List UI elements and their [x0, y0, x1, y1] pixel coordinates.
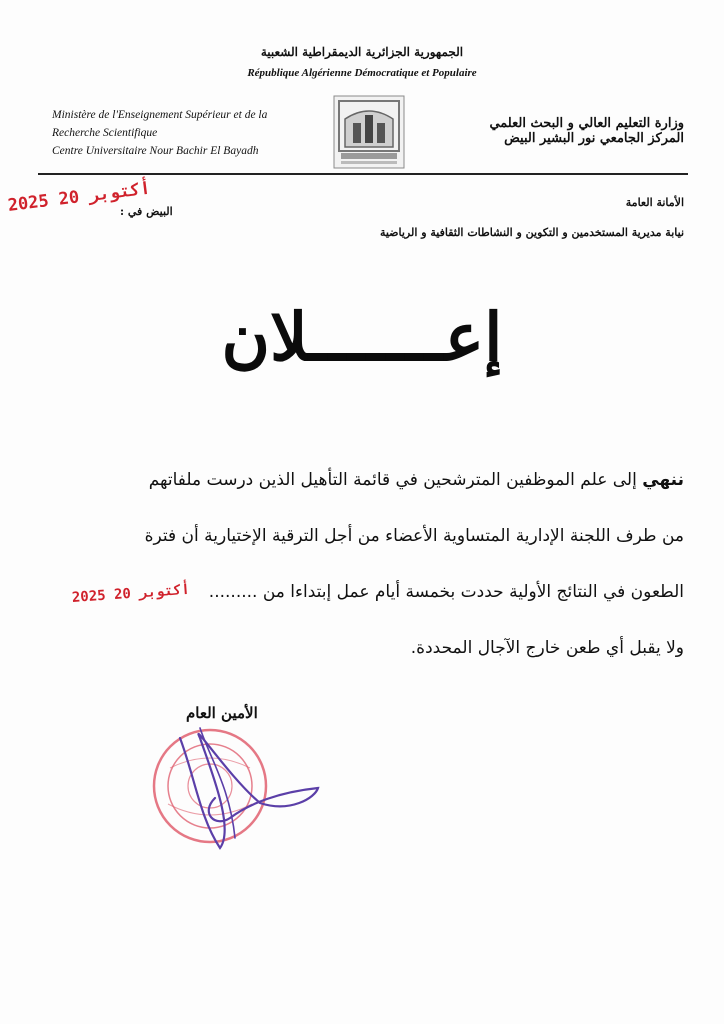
announcement-line-3: الطعون في النتائج الأولية حددت بخمسة أيام عمل إبتداءا من .........	[208, 582, 684, 602]
republic-title-fr: République Algérienne Démocratique et Populaire	[247, 67, 477, 79]
date-stamp: 2025 أكتوبر 20	[6, 178, 152, 216]
official-seal-and-signature	[140, 708, 320, 858]
ministry-name-fr: Ministère de l'Enseignement Supérieur et de la	[52, 109, 268, 121]
announcement-line-2: من طرف اللجنة الإدارية المتساوية الأعضاء من أجل الترقية الإختيارية أن فترة	[144, 526, 684, 546]
date-label: البيض في :	[120, 205, 173, 218]
announcement-line-4: ولا يقبل أي طعن خارج الآجال المحددة.	[410, 638, 684, 658]
announcement-line-1	[34, 470, 684, 490]
ministry-block-fr	[52, 106, 302, 160]
ministry-name-fr-2: Recherche Scientifique	[52, 127, 158, 139]
signer-title: الأمين العام	[186, 704, 258, 722]
secretariat-label: الأمانة العامة	[625, 196, 684, 209]
ministry-name-ar: وزارة التعليم العالي و البحث العلمي	[489, 116, 684, 131]
university-logo	[333, 95, 405, 169]
ministry-block-ar	[444, 116, 684, 146]
directorate-label: نيابة مديرية المستخدمين و التكوين و النشاطات الثقافية و الرياضية	[379, 226, 684, 239]
republic-title-ar: الجمهورية الجزائرية الديمقراطية الشعبية	[260, 45, 464, 59]
centre-name-fr: Centre Universitaire Nour Bachir El Bayadh	[52, 145, 259, 157]
announcement-title: إعـــــــلان	[221, 298, 503, 376]
deadline-date-stamp: 2025 أكتوبر 20	[71, 581, 191, 606]
centre-name-ar: المركز الجامعي نور البشير البيض	[504, 131, 684, 146]
header-divider	[38, 173, 688, 175]
line1-text: إلى علم الموظفين المترشحين في قائمة التأهيل الذين درست ملفاتهم	[148, 470, 637, 490]
lead-word: ننهي	[642, 470, 684, 490]
